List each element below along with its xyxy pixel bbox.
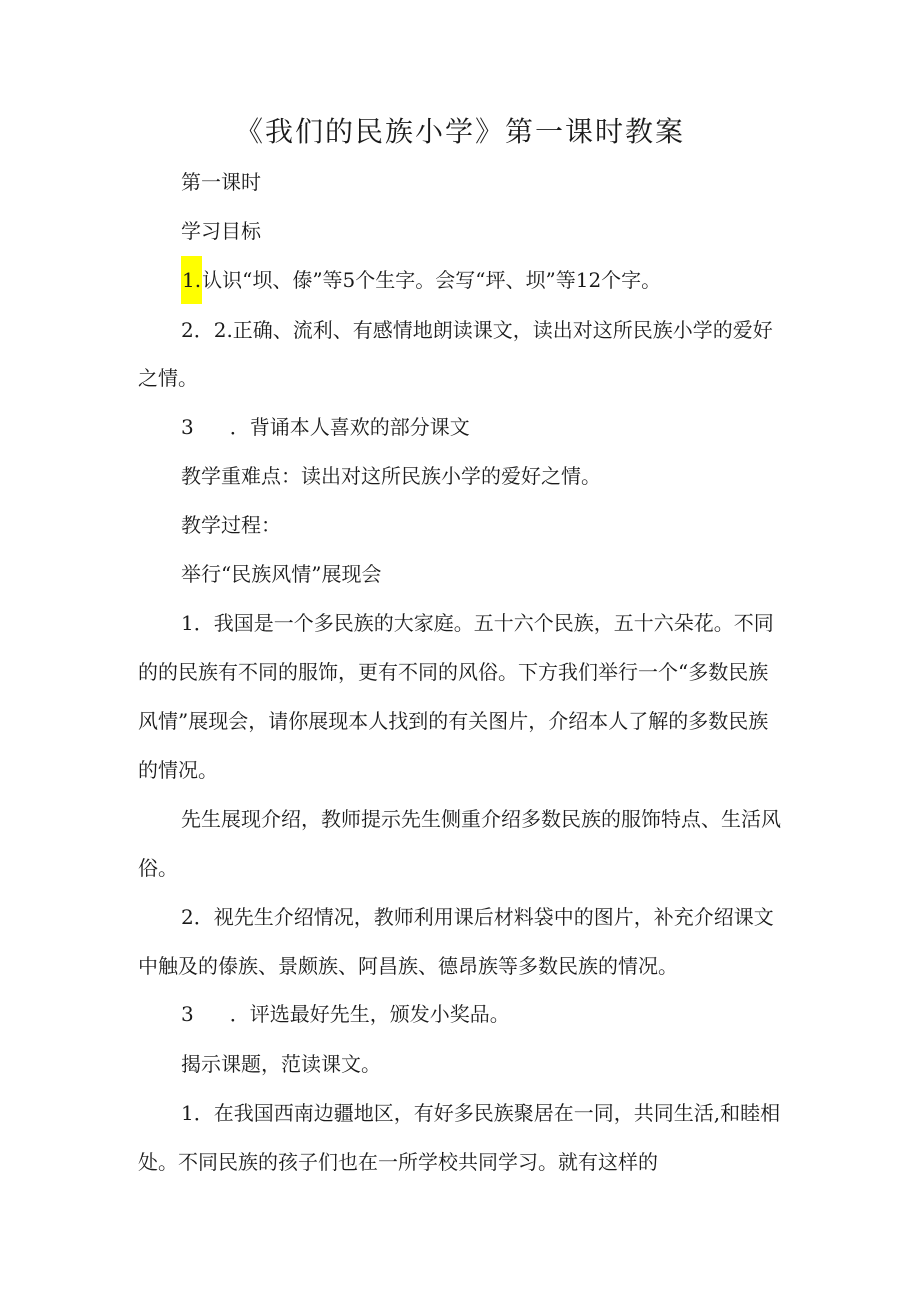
paragraph-continuation: 的情况。 <box>138 758 218 782</box>
objective-item <box>181 403 470 451</box>
highlighted-number: 1. <box>181 256 202 304</box>
page-title: 《我们的民族小学》第一课时教案 <box>234 115 685 148</box>
item-number: 3 <box>181 415 194 439</box>
objective-text: 认识“坝、傣”等5个生字。会写“坪、坝”等12个字。 <box>202 268 662 292</box>
section-heading: 第一课时 <box>181 170 261 194</box>
paragraph-continuation: 处。不同民族的孩子们也在一所学校共同学习。就有这样的 <box>138 1150 658 1174</box>
paragraph: 举行“民族风情”展现会 <box>181 562 382 586</box>
paragraph <box>181 990 510 1038</box>
objective-item: 2．2.正确、流利、有感情地朗读课文，读出对这所民族小学的爱好 <box>181 318 773 342</box>
objective-text: ．背诵本人喜欢的部分课文 <box>229 415 470 439</box>
section-heading: 学习目标 <box>181 219 261 243</box>
paragraph: 先生展现介绍，教师提示先生侧重介绍多数民族的服饰特点、生活风 <box>181 807 781 831</box>
paragraph: 1．在我国西南边疆地区，有好多民族聚居在一同，共同生活,和睦相 <box>181 1101 781 1125</box>
paragraph: 教学重难点：读出对这所民族小学的爱好之情。 <box>181 464 601 488</box>
paragraph-continuation: 俗。 <box>138 856 178 880</box>
paragraph-continuation: 之情。 <box>138 366 198 390</box>
paragraph: 2．视先生介绍情况，教师利用课后材料袋中的图片，补充介绍课文 <box>181 905 774 929</box>
paragraph-text: ．评选最好先生，颁发小奖品。 <box>229 1002 510 1026</box>
paragraph: 揭示课题，范读课文。 <box>181 1052 381 1076</box>
item-number: 3 <box>181 1002 194 1026</box>
paragraph-continuation: 风情”展现会，请你展现本人找到的有关图片，介绍本人了解的多数民族 <box>138 709 769 733</box>
paragraph-continuation: 中触及的傣族、景颇族、阿昌族、德昂族等多数民族的情况。 <box>138 954 678 978</box>
paragraph: 1．我国是一个多民族的大家庭。五十六个民族，五十六朵花。不同 <box>181 611 774 635</box>
paragraph-continuation: 的的民族有不同的服饰，更有不同的风俗。下方我们举行一个“多数民族 <box>138 660 769 684</box>
paragraph: 教学过程： <box>181 513 281 537</box>
objective-item <box>181 256 661 304</box>
